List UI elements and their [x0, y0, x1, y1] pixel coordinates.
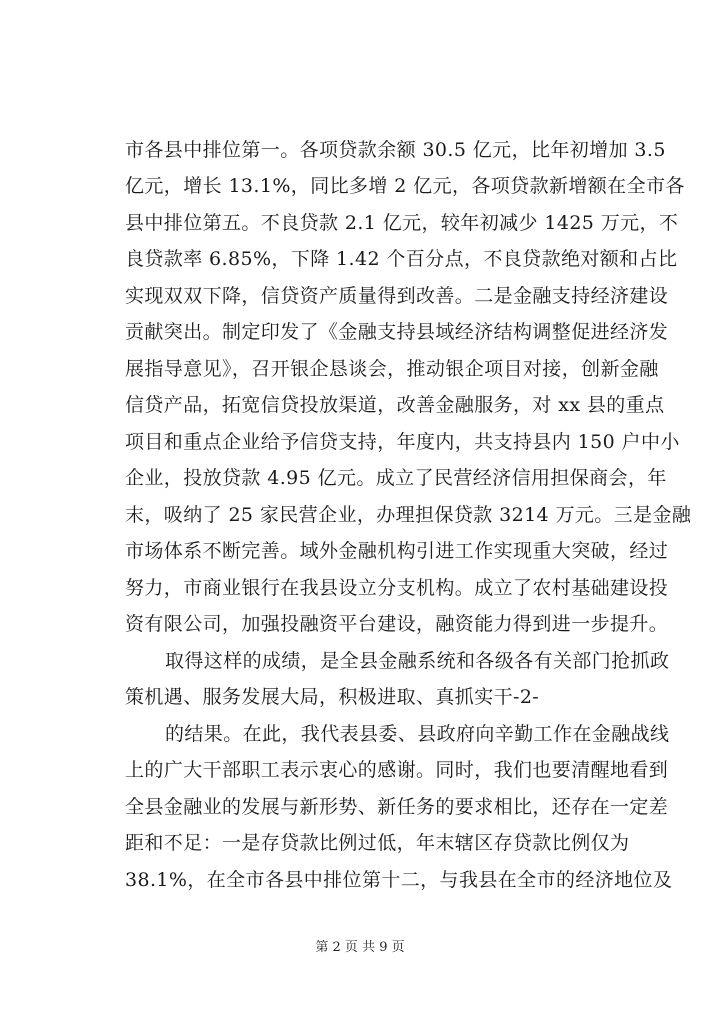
- text-line-18: 上的广大干部职工表示衷心的感谢。同时，我们也要清醒地看到: [125, 759, 669, 781]
- text-line-13: 努力，市商业银行在我县设立分支机构。成立了农村基础建设投: [125, 577, 669, 599]
- text-line-12: 市场体系不断完善。域外金融机构引进工作实现重大突破，经过: [125, 540, 669, 562]
- text-line-14: 资有限公司，加强投融资平台建设，融资能力得到进一步提升。: [125, 613, 669, 635]
- text-line-10: 企业，投放贷款 4.95 亿元。成立了民营经济信用担保商会，年: [125, 467, 667, 489]
- text-line-1: 市各县中排位第一。各项贷款余额 30.5 亿元，比年初增加 3.5: [125, 139, 666, 161]
- text-line-7: 展指导意见》，召开银企恳谈会，推动银企项目对接，创新金融: [125, 358, 659, 380]
- text-line-6: 贡献突出。制定印发了《金融支持县域经济结构调整促进经济发: [125, 321, 669, 343]
- text-line-9: 项目和重点企业给予信贷支持，年度内，共支持县内 150 户中小: [125, 431, 680, 453]
- text-line-19: 全县金融业的发展与新形势、新任务的要求相比，还存在一定差: [125, 796, 669, 818]
- text-line-3: 县中排位第五。不良贷款 2.1 亿元，较年初减少 1425 万元，不: [125, 212, 679, 234]
- text-line-20: 距和不足：一是存贷款比例过低，年末辖区存贷款比例仅为: [125, 832, 630, 854]
- text-line-5: 实现双双下降，信贷资产质量得到改善。二是金融支持经济建设: [125, 285, 669, 307]
- text-line-16: 策机遇、服务发展大局，积极进取、真抓实干-2-: [125, 686, 540, 708]
- text-line-11: 末，吸纳了 25 家民营企业，办理担保贷款 3214 万元。三是金融: [125, 504, 692, 526]
- text-line-8: 信贷产品，拓宽信贷投放渠道，改善金融服务，对 xx 县的重点: [125, 394, 665, 416]
- text-line-21: 38.1%，在全市各县中排位第十二，与我县在全市的经济地位及: [125, 869, 673, 891]
- text-line-15: 取得这样的成绩，是全县金融系统和各级各有关部门抢抓政: [165, 650, 670, 672]
- text-line-2: 亿元，增长 13.1%，同比多增 2 亿元，各项贷款新增额在全市各: [125, 175, 685, 197]
- page-number-footer: 第 2 页 共 9 页: [315, 940, 405, 955]
- text-line-4: 良贷款率 6.85%，下降 1.42 个百分点，不良贷款绝对额和占比: [125, 248, 678, 270]
- text-line-17: 的结果。在此，我代表县委、县政府向辛勤工作在金融战线: [165, 723, 670, 745]
